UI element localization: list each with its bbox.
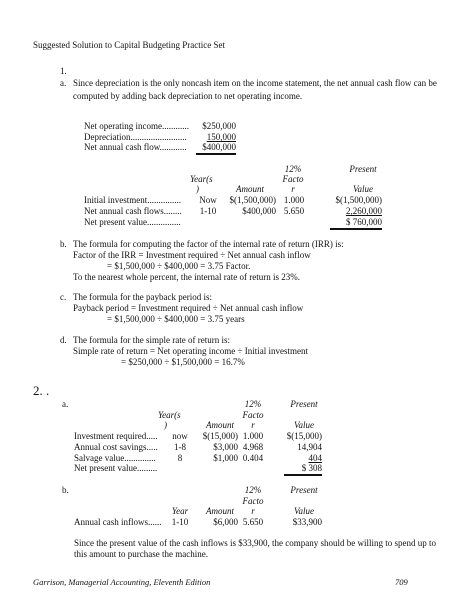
table-header-factor: 12%	[284, 164, 302, 174]
table-row-factor: 0.404	[242, 453, 264, 463]
calc-value: $250,000	[202, 121, 236, 131]
table-row-amount: $(1,500,000)	[229, 195, 276, 205]
part-a-text-line1: Since depreciation is the only noncash item on the income statement, the net annual cash flow can be	[73, 78, 437, 88]
part-b-text: The formula for computing the factor of the internal rate of return (IRR) is:	[73, 239, 344, 249]
table-row-factor: 1.000	[242, 431, 264, 441]
table-header-factor: r	[251, 506, 255, 516]
footer-source: Garrison, Managerial Accounting, Eleventh Edition	[33, 577, 211, 587]
table-row-factor: 5.650	[242, 517, 264, 527]
table-header-factor: Facto	[242, 410, 264, 420]
calc-value: 150,000	[206, 132, 236, 142]
calc-value: $400,000	[196, 143, 236, 155]
part-c-text: The formula for the payback period is:	[73, 292, 212, 302]
part-c-label: c.	[60, 292, 67, 302]
page-header: Suggested Solution to Capital Budgeting Practice Set	[33, 40, 225, 50]
table-row-year: 8	[177, 453, 183, 463]
table-row-amount: $3,000	[213, 442, 238, 452]
table-header-year: Year	[171, 506, 189, 516]
part-d-text: Simple rate of return = Net operating income ÷ Initial investment	[73, 346, 308, 356]
table-header-pv: Present	[290, 399, 318, 409]
table-row-year: Now	[199, 195, 217, 205]
table-row-item: Salvage value..............	[74, 453, 156, 463]
calc-label: Net operating income............	[84, 121, 189, 131]
part-b-text: To the nearest whole percent, the internal rate of return is 23%.	[73, 272, 301, 282]
conclusion-text: Since the present value of the cash inflows is $33,900, the company should be willing to spend up to	[74, 538, 436, 548]
table-row-factor: 5.650	[283, 206, 305, 216]
table-header-amount: Amount	[206, 420, 234, 430]
table-header-pv: Present	[349, 164, 377, 174]
calc-label: Depreciation.........................	[84, 132, 187, 142]
part-c-text: = $1,500,000 ÷ $400,000 = 3.75 years	[107, 314, 245, 324]
table-row-pv: 14,904	[297, 442, 322, 452]
table-header-year: )	[196, 184, 199, 194]
table-header-year: )	[164, 420, 167, 430]
table-header-factor: Facto	[282, 174, 304, 184]
table-row-item: Investment required.....	[74, 431, 158, 441]
table-row-factor: 1.000	[283, 195, 305, 205]
table-header-pv: Present	[290, 485, 318, 495]
table-row-factor: 4.968	[242, 442, 264, 452]
part-b-label: b.	[62, 485, 69, 495]
table-row-item: Annual cost savings.....	[74, 442, 158, 452]
problem-1-number: 1.	[60, 66, 67, 76]
table-header-amount: Amount	[206, 506, 234, 516]
part-c-text: Payback period = Investment required ÷ Net annual cash inflow	[73, 303, 304, 313]
part-d-text: The formula for the simple rate of return is:	[73, 335, 230, 345]
table-header-year: Year(s	[190, 174, 213, 184]
table-row-amount: $(15,000)	[202, 431, 238, 441]
table-header-amount: Amount	[236, 184, 264, 194]
table-row-year: now	[172, 431, 188, 441]
table-header-pv: Value	[294, 506, 314, 516]
part-b-label: b.	[60, 239, 67, 249]
footer-page-number: 709	[395, 577, 408, 587]
table-row-item: Net present value.........	[74, 463, 158, 473]
table-header-year: Year(s	[158, 410, 181, 420]
problem-2-number: 2. .	[33, 383, 50, 398]
part-d-text: = $250,000 ÷ $1,500,000 = 16.7%	[121, 357, 245, 367]
table-header-factor: r	[251, 420, 255, 430]
table-row-pv: $(15,000)	[286, 431, 322, 441]
table-header-factor: 12%	[244, 399, 262, 409]
table-header-factor: Facto	[242, 496, 264, 506]
part-a-label: a.	[62, 399, 69, 409]
part-a-label: a.	[60, 78, 67, 88]
table-header-pv: Value	[353, 184, 373, 194]
part-b-text: Factor of the IRR = Investment required ÷ Net annual cash inflow	[73, 250, 311, 260]
table-row-item: Net annual cash flows........	[84, 206, 182, 216]
table-row-item: Annual cash inflows......	[74, 517, 162, 527]
part-a-text-line2: computed by adding back depreciation to net operating income.	[73, 91, 303, 101]
table-row-pv: $(1,500,000)	[335, 195, 382, 205]
conclusion-text: this amount to purchase the machine.	[74, 549, 208, 559]
table-row-amount: $1,000	[213, 453, 238, 463]
table-row-item: Initial investment...............	[84, 195, 181, 205]
table-header-factor: 12%	[244, 485, 262, 495]
table-row-item: Net present value...............	[84, 217, 181, 227]
table-row-pv: $ 760,000	[330, 218, 382, 230]
part-d-label: d.	[60, 335, 67, 345]
table-row-year: 1-8	[174, 442, 186, 452]
table-row-pv: 2,260,000	[346, 206, 382, 216]
table-row-amount: $400,000	[242, 206, 276, 216]
table-row-pv: $ 308	[284, 464, 322, 476]
table-header-pv: Value	[294, 420, 314, 430]
part-b-text: = $1,500,000 ÷ $400,000 = 3.75 Factor.	[107, 261, 251, 271]
table-row-amount: $6,000	[213, 517, 238, 527]
table-row-pv: $33,900	[292, 517, 322, 527]
calc-label: Net annual cash flow............	[84, 142, 187, 152]
table-header-factor: r	[291, 184, 295, 194]
table-row-year: 1-10	[171, 517, 189, 527]
table-row-year: 1-10	[199, 206, 217, 216]
table-row-pv: 404	[308, 453, 322, 463]
